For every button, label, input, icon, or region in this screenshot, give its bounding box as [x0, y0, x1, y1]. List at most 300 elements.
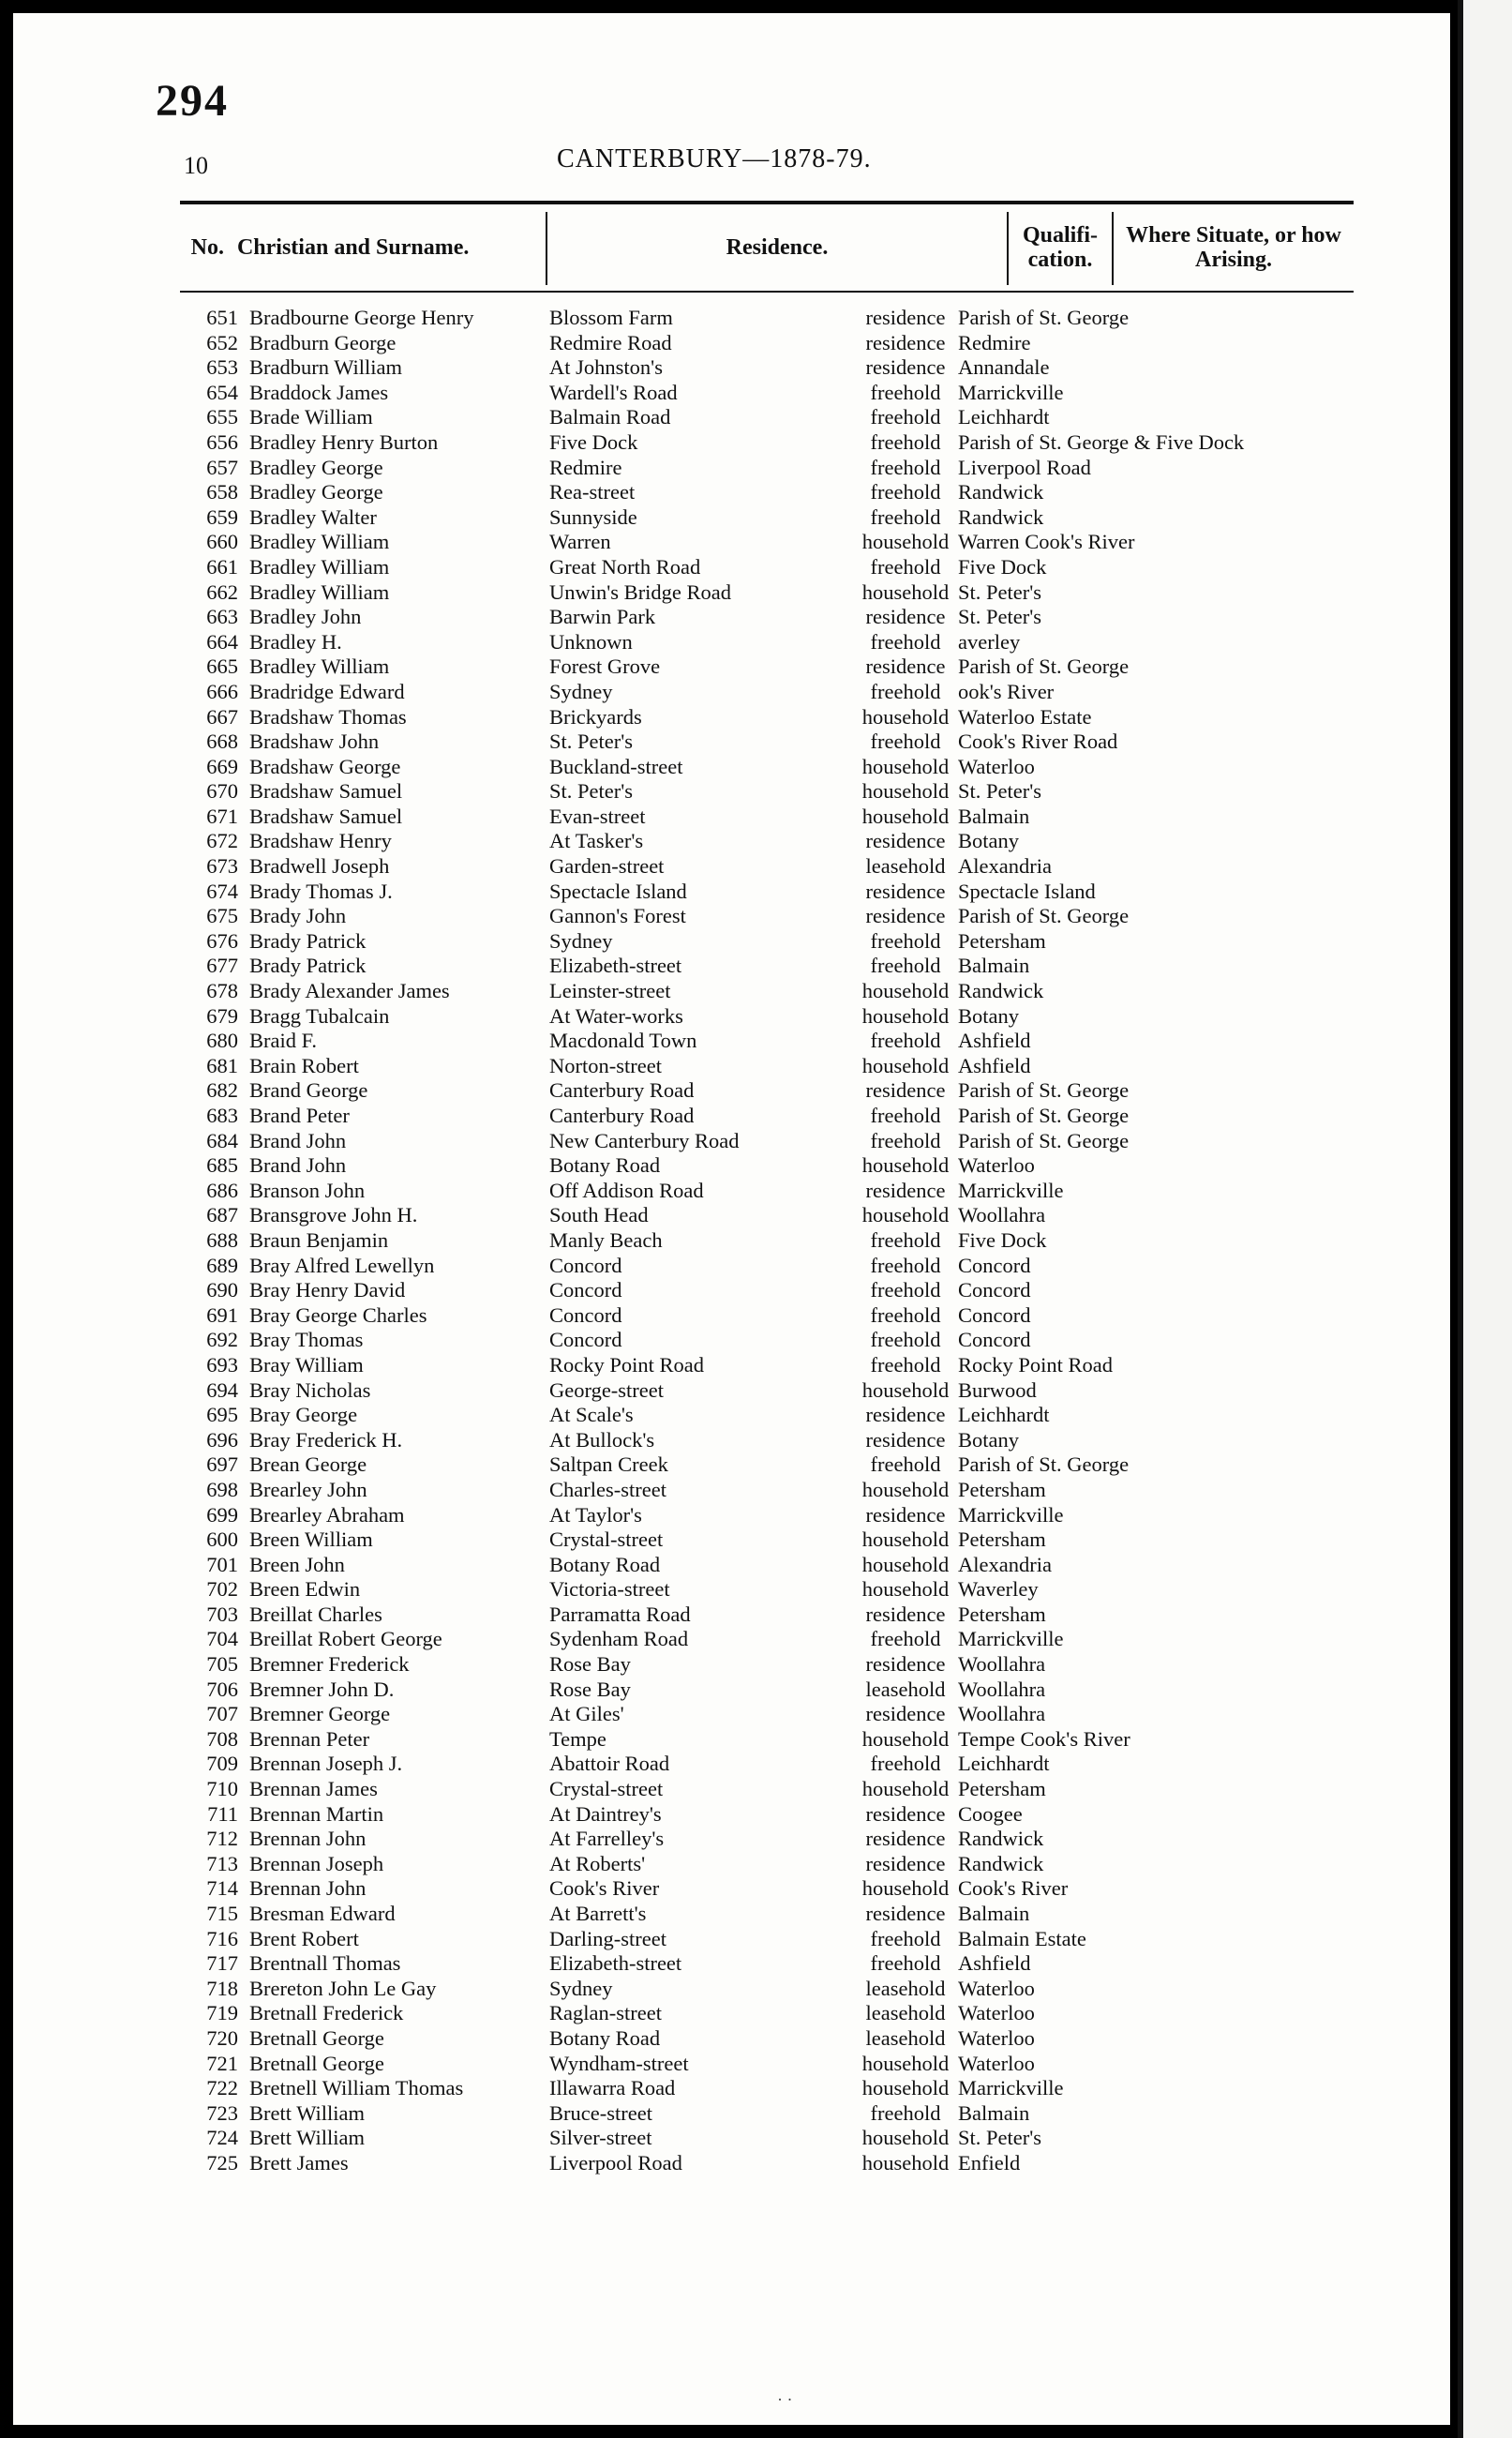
- where-situate: Waterloo: [958, 2025, 1035, 2050]
- residence: Concord: [549, 1328, 622, 1352]
- elector-name: Brady John: [249, 904, 347, 928]
- qualification: household: [861, 2051, 950, 2075]
- residence: Wyndham-street: [549, 2051, 689, 2075]
- qualification: freehold: [870, 1253, 941, 1277]
- qualification: freehold: [870, 954, 941, 978]
- elector-name: Breen John: [249, 1552, 345, 1576]
- residence: New Canterbury Road: [549, 1128, 740, 1152]
- where-situate: Tempe Cook's River: [958, 1726, 1130, 1751]
- residence: Elizabeth-street: [549, 1951, 682, 1976]
- table-row: [13, 605, 1450, 630]
- residence: Silver-street: [549, 2126, 652, 2150]
- table-row: [13, 1179, 1450, 1204]
- entry-number: 679: [206, 1003, 238, 1028]
- residence: At Taylor's: [549, 1502, 642, 1527]
- entry-number: 712: [206, 1827, 238, 1851]
- table-row: [13, 1876, 1450, 1902]
- residence: At Johnston's: [549, 355, 663, 380]
- residence: Charles-street: [549, 1477, 666, 1501]
- entry-number: 675: [206, 904, 238, 928]
- header-no: No.: [190, 235, 224, 260]
- elector-name: Bremner Frederick: [249, 1652, 410, 1677]
- qualification: residence: [865, 330, 946, 354]
- entry-number: 660: [206, 530, 238, 554]
- where-situate: averley: [958, 629, 1021, 654]
- table-row: [13, 1678, 1450, 1703]
- where-situate: Woollahra: [958, 1652, 1046, 1677]
- where-situate: Petersham: [958, 1477, 1046, 1501]
- residence: Sunnyside: [549, 504, 637, 529]
- header-where-situate: Where Situate, or how Arising.: [1126, 223, 1341, 272]
- entry-number: 661: [206, 554, 238, 579]
- where-situate: Concord: [958, 1328, 1031, 1352]
- where-situate: Ashfield: [958, 1053, 1031, 1077]
- table-row: [13, 355, 1450, 381]
- entry-number: 664: [206, 629, 238, 654]
- entry-number: 652: [206, 330, 238, 354]
- qualification: household: [861, 1552, 950, 1576]
- residence: At Water-works: [549, 1003, 683, 1028]
- table-row: [13, 2101, 1450, 2127]
- residence: Crystal-street: [549, 1777, 664, 1801]
- residence: Sydenham Road: [549, 1627, 689, 1651]
- elector-name: Bretnall George: [249, 2025, 384, 2050]
- table-row: [13, 1503, 1450, 1528]
- entry-number: 684: [206, 1128, 238, 1152]
- table-row: [13, 1977, 1450, 2002]
- qualification: residence: [865, 1078, 946, 1103]
- elector-name: Brett William: [249, 2100, 366, 2125]
- entry-number: 701: [206, 1552, 238, 1576]
- elector-name: Braddock James: [249, 380, 389, 404]
- table-row: [13, 929, 1450, 955]
- table-row: [13, 306, 1450, 331]
- elector-name: Brade William: [249, 405, 373, 429]
- residence: Liverpool Road: [549, 2150, 682, 2175]
- table-row: [13, 1927, 1450, 1952]
- residence: Garden-street: [549, 854, 665, 879]
- residence: George-street: [549, 1377, 665, 1402]
- where-situate: Marrickville: [958, 1627, 1064, 1651]
- table-row: [13, 2001, 1450, 2026]
- table-row: [13, 1428, 1450, 1453]
- elector-name: Bradridge Edward: [249, 679, 405, 703]
- where-situate: Randwick: [958, 1851, 1044, 1875]
- entry-number: 697: [206, 1452, 238, 1477]
- qualification: residence: [865, 829, 946, 853]
- elector-name: Bray Alfred Lewellyn: [249, 1253, 435, 1277]
- qualification: residence: [865, 1502, 946, 1527]
- table-row: [13, 904, 1450, 929]
- entry-number: 651: [206, 306, 238, 329]
- elector-name: Bradley William: [249, 530, 390, 554]
- qualification: freehold: [870, 1128, 941, 1152]
- where-situate: Alexandria: [958, 854, 1052, 879]
- where-situate: St. Peter's: [958, 779, 1042, 804]
- table-row: [13, 2126, 1450, 2151]
- table-row: [13, 630, 1450, 655]
- elector-name: Bradshaw Samuel: [249, 779, 403, 804]
- entry-number: 690: [206, 1278, 238, 1302]
- residence: Crystal-street: [549, 1528, 664, 1552]
- elector-name: Brereton John Le Gay: [249, 1976, 437, 2000]
- entry-number: 716: [206, 1926, 238, 1950]
- qualification: household: [861, 754, 950, 778]
- elector-name: Bray Nicholas: [249, 1377, 371, 1402]
- elector-name: Bradshaw Thomas: [249, 704, 407, 729]
- residence: South Head: [549, 1203, 649, 1227]
- where-situate: Waterloo: [958, 2051, 1035, 2075]
- entry-number: 673: [206, 854, 238, 879]
- entry-number: 672: [206, 829, 238, 853]
- residence: Balmain Road: [549, 405, 671, 429]
- where-situate: Balmain: [958, 1902, 1030, 1925]
- entry-number: 669: [206, 754, 238, 778]
- qualification: residence: [865, 1827, 946, 1851]
- qualification: freehold: [870, 504, 941, 529]
- table-row: [13, 1902, 1450, 1927]
- table-row: [13, 1827, 1450, 1852]
- table-row: [13, 730, 1450, 755]
- qualification: residence: [865, 605, 946, 629]
- residence: Buckland-street: [549, 754, 683, 778]
- residence: At Farrelley's: [549, 1827, 665, 1851]
- where-situate: Burwood: [958, 1377, 1037, 1402]
- where-situate: Parish of St. George: [958, 1104, 1130, 1127]
- residence: Gannon's Forest: [549, 904, 686, 928]
- residence: Rocky Point Road: [549, 1352, 705, 1377]
- qualification: freehold: [870, 1227, 941, 1252]
- entry-number: 722: [206, 2076, 238, 2100]
- adjacent-page-edge: [1458, 0, 1512, 2438]
- residence: Leinster-street: [549, 979, 671, 1003]
- where-situate: Waterloo Estate: [958, 704, 1092, 729]
- elector-name: Bradley George: [249, 455, 383, 479]
- table-row: [13, 1528, 1450, 1553]
- elector-name: Bremner George: [249, 1702, 391, 1726]
- qualification: residence: [865, 1702, 946, 1726]
- elector-name: Bradshaw George: [249, 754, 401, 778]
- elector-name: Bradshaw Samuel: [249, 804, 403, 828]
- entry-number: 666: [206, 679, 238, 703]
- qualification: household: [861, 779, 950, 804]
- where-situate: Spectacle Island: [958, 879, 1096, 903]
- residence: Saltpan Creek: [549, 1452, 668, 1477]
- entry-number: 678: [206, 979, 238, 1003]
- residence: Brickyards: [549, 704, 642, 729]
- where-situate: Parish of St. George: [958, 904, 1130, 928]
- qualification: residence: [865, 1801, 946, 1826]
- entry-number: 659: [206, 504, 238, 529]
- header-name: Christian and Surname.: [236, 235, 470, 260]
- qualification: household: [861, 2126, 950, 2150]
- entry-number: 695: [206, 1403, 238, 1427]
- table-row: [13, 1328, 1450, 1353]
- elector-name: Brand George: [249, 1078, 368, 1103]
- entry-number: 717: [206, 1951, 238, 1976]
- entry-number: 710: [206, 1777, 238, 1801]
- entry-number: 688: [206, 1227, 238, 1252]
- entry-number: 671: [206, 804, 238, 828]
- elector-name: Brennan Joseph J.: [249, 1752, 403, 1776]
- qualification: residence: [865, 1851, 946, 1875]
- where-situate: Botany: [958, 829, 1019, 853]
- residence: Off Addison Road: [549, 1178, 704, 1202]
- entry-number: 687: [206, 1203, 238, 1227]
- residence: Unknown: [549, 629, 633, 654]
- qualification: residence: [865, 1403, 946, 1427]
- table-row: [13, 1029, 1450, 1054]
- elector-name: Bray George: [249, 1403, 358, 1427]
- residence: Tempe: [549, 1726, 606, 1751]
- qualification: household: [861, 1777, 950, 1801]
- qualification: leasehold: [865, 2001, 946, 2025]
- elector-name: Brentnall Thomas: [249, 1951, 401, 1976]
- qualification: freehold: [870, 1752, 941, 1776]
- elector-name: Bradley William: [249, 554, 390, 579]
- residence: Manly Beach: [549, 1227, 663, 1252]
- entry-number: 693: [206, 1352, 238, 1377]
- elector-name: Bradbourne George Henry: [249, 306, 474, 329]
- where-situate: Leichhardt: [958, 405, 1050, 429]
- qualification: household: [861, 1053, 950, 1077]
- table-row: [13, 1478, 1450, 1503]
- elector-name: Breen William: [249, 1528, 373, 1552]
- table-row: [13, 1004, 1450, 1030]
- residence: Darling-street: [549, 1926, 666, 1950]
- running-title: CANTERBURY—1878-79.: [557, 144, 872, 173]
- elector-name: Brennan James: [249, 1777, 378, 1801]
- qualification: household: [861, 579, 950, 604]
- elector-name: Brady Patrick: [249, 954, 367, 978]
- residence: At Roberts': [549, 1851, 646, 1875]
- qualification: freehold: [870, 730, 941, 754]
- where-situate: Petersham: [958, 1777, 1046, 1801]
- qualification: leasehold: [865, 1677, 946, 1701]
- where-situate: Botany: [958, 1003, 1019, 1028]
- table-row: [13, 880, 1450, 905]
- elector-name: Bradley H.: [249, 629, 342, 654]
- qualification: residence: [865, 1178, 946, 1202]
- residence: Five Dock: [549, 429, 638, 454]
- header-residence: Residence.: [726, 235, 829, 260]
- entry-number: 665: [206, 655, 238, 679]
- table-row: [13, 2151, 1450, 2176]
- table-row: [13, 1104, 1450, 1129]
- table-header: [180, 201, 1354, 293]
- entry-number: 723: [206, 2100, 238, 2125]
- where-situate: St. Peter's: [958, 579, 1042, 604]
- elector-name: Bradshaw Henry: [249, 829, 392, 853]
- qualification: freehold: [870, 1302, 941, 1327]
- entry-number: 718: [206, 1976, 238, 2000]
- residence: Spectacle Island: [549, 879, 687, 903]
- residence: Sydney: [549, 928, 613, 953]
- entry-number: 711: [207, 1801, 238, 1826]
- residence: St. Peter's: [549, 730, 634, 754]
- table-row: [13, 1054, 1450, 1079]
- entry-number: 653: [206, 355, 238, 380]
- residence: Illawarra Road: [549, 2076, 676, 2100]
- qualification: residence: [865, 879, 946, 903]
- qualification: freehold: [870, 405, 941, 429]
- where-situate: ook's River: [958, 679, 1055, 703]
- where-situate: Parish of St. George: [958, 306, 1130, 329]
- where-situate: Ashfield: [958, 1029, 1031, 1053]
- qualification: household: [861, 1377, 950, 1402]
- where-situate: Parish of St. George: [958, 1128, 1130, 1152]
- elector-name: Bretnall George: [249, 2051, 384, 2075]
- elector-name: Bradburn William: [249, 355, 403, 380]
- table-row: [13, 555, 1450, 580]
- entry-number: 714: [206, 1876, 238, 1901]
- table-row: [13, 456, 1450, 481]
- entry-number: 680: [206, 1029, 238, 1053]
- residence: Victoria-street: [549, 1577, 670, 1602]
- qualification: freehold: [870, 1926, 941, 1950]
- elector-name: Braid F.: [249, 1029, 317, 1053]
- residence: Canterbury Road: [549, 1078, 695, 1103]
- where-situate: St. Peter's: [958, 605, 1042, 629]
- elector-name: Brand Peter: [249, 1104, 350, 1127]
- elector-name: Bretnall Frederick: [249, 2001, 404, 2025]
- entry-number: 708: [206, 1726, 238, 1751]
- where-situate: Petersham: [958, 1528, 1046, 1552]
- where-situate: Liverpool Road: [958, 455, 1091, 479]
- table-row: [13, 1553, 1450, 1578]
- entry-number: 702: [206, 1577, 238, 1602]
- where-situate: Balmain Estate: [958, 1926, 1086, 1950]
- where-situate: Balmain: [958, 2100, 1030, 2125]
- table-row: [13, 480, 1450, 505]
- elector-name: Brand John: [249, 1128, 347, 1152]
- where-situate: Cook's River: [958, 1876, 1069, 1901]
- where-situate: Annandale: [958, 355, 1050, 380]
- residence: Botany Road: [549, 2025, 661, 2050]
- header-number-and-name: [180, 204, 480, 291]
- entry-number: 686: [206, 1178, 238, 1202]
- entry-number: 719: [206, 2001, 238, 2025]
- residence: Wardell's Road: [549, 380, 678, 404]
- entry-number: 691: [206, 1302, 238, 1327]
- table-row: [13, 2076, 1450, 2101]
- qualification: freehold: [870, 1452, 941, 1477]
- elector-name: Brearley Abraham: [249, 1502, 405, 1527]
- qualification: household: [861, 1876, 950, 1901]
- qualification: freehold: [870, 455, 941, 479]
- qualification: household: [861, 2150, 950, 2175]
- table-row: [13, 805, 1450, 830]
- where-situate: Redmire: [958, 330, 1031, 354]
- table-row: [13, 829, 1450, 854]
- where-situate: Concord: [958, 1302, 1031, 1327]
- residence: Concord: [549, 1278, 622, 1302]
- qualification: residence: [865, 1427, 946, 1452]
- entry-number: 725: [206, 2150, 238, 2175]
- entry-number: 667: [206, 704, 238, 729]
- where-situate: Woollahra: [958, 1203, 1046, 1227]
- residence: Macdonald Town: [549, 1029, 697, 1053]
- elector-name: Bradwell Joseph: [249, 854, 390, 879]
- residence: Elizabeth-street: [549, 954, 682, 978]
- where-situate: Woollahra: [958, 1702, 1046, 1726]
- elector-name: Bradley Henry Burton: [249, 429, 439, 454]
- residence: Forest Grove: [549, 655, 661, 679]
- residence: Concord: [549, 1253, 622, 1277]
- table-row: [13, 505, 1450, 531]
- elector-name: Breillat Charles: [249, 1602, 382, 1626]
- where-situate: Ashfield: [958, 1951, 1031, 1976]
- elector-name: Bray Frederick H.: [249, 1427, 403, 1452]
- qualification: household: [861, 1477, 950, 1501]
- qualification: residence: [865, 1652, 946, 1677]
- residence: Rea-street: [549, 480, 636, 504]
- entry-number: 655: [206, 405, 238, 429]
- residence: Redmire Road: [549, 330, 672, 354]
- residence: Redmire: [549, 455, 622, 479]
- table-row: [13, 655, 1450, 680]
- table-row: [13, 1777, 1450, 1802]
- header-qualification: Qualifi- cation.: [1022, 223, 1098, 272]
- where-situate: Petersham: [958, 1602, 1046, 1626]
- where-situate: Randwick: [958, 979, 1044, 1003]
- qualification: residence: [865, 306, 946, 329]
- entry-number: 657: [206, 455, 238, 479]
- elector-name: Brett William: [249, 2126, 366, 2150]
- elector-name: Bradley William: [249, 655, 390, 679]
- table-row: [13, 954, 1450, 979]
- elector-name: Brain Robert: [249, 1053, 359, 1077]
- qualification: freehold: [870, 380, 941, 404]
- where-situate: Leichhardt: [958, 1752, 1050, 1776]
- where-situate: Coogee: [958, 1801, 1023, 1826]
- where-situate: Waterloo: [958, 754, 1035, 778]
- where-situate: Marrickville: [958, 2076, 1064, 2100]
- entry-number: 707: [206, 1702, 238, 1726]
- entry-number: 696: [206, 1427, 238, 1452]
- elector-name: Bradley Walter: [249, 504, 377, 529]
- entry-number: 670: [206, 779, 238, 804]
- where-situate: Parish of St. George: [958, 655, 1130, 679]
- register-page: [13, 13, 1450, 2425]
- entry-number: 663: [206, 605, 238, 629]
- residence: At Tasker's: [549, 829, 644, 853]
- residence: Blossom Farm: [549, 306, 673, 329]
- where-situate: Randwick: [958, 480, 1044, 504]
- page-number: 294: [156, 76, 229, 126]
- qualification: freehold: [870, 1627, 941, 1651]
- table-row: [13, 1577, 1450, 1603]
- where-situate: Marrickville: [958, 380, 1064, 404]
- elector-name: Branson John: [249, 1178, 366, 1202]
- qualification: freehold: [870, 679, 941, 703]
- entry-number: 705: [206, 1652, 238, 1677]
- table-row: [13, 530, 1450, 555]
- residence: At Bullock's: [549, 1427, 655, 1452]
- where-situate: St. Peter's: [958, 2126, 1042, 2150]
- entry-number: 703: [206, 1602, 238, 1626]
- elector-name: Brean George: [249, 1452, 367, 1477]
- qualification: freehold: [870, 554, 941, 579]
- entry-number: 685: [206, 1153, 238, 1178]
- table-row: [13, 1278, 1450, 1303]
- elector-name: Brennan John: [249, 1876, 367, 1901]
- qualification: freehold: [870, 1352, 941, 1377]
- entry-number: 676: [206, 928, 238, 953]
- elector-name: Bray Henry David: [249, 1278, 406, 1302]
- entry-number: 704: [206, 1627, 238, 1651]
- entry-number: 668: [206, 730, 238, 754]
